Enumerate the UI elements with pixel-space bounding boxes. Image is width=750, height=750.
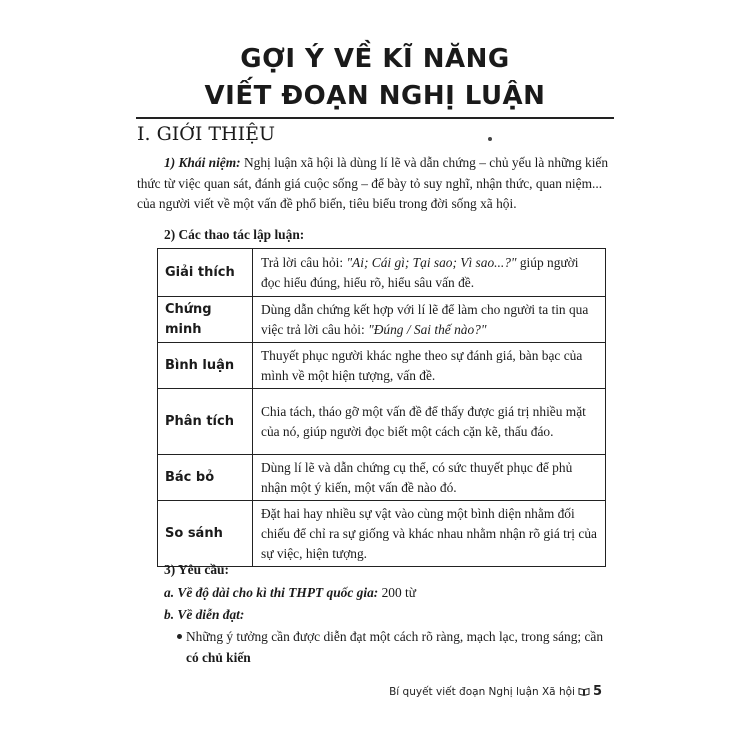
bullet-text: Những ý tưởng cần được diễn đạt một cách rõ ràng, mạch lạc, trong sáng; cần: [186, 629, 604, 644]
description-italic: "Đúng / Sai thế nào?": [368, 321, 487, 337]
description-text: Dùng lí lẽ và dẫn chứng cụ thể, có sức thuyết phục để phủ nhận một ý kiến, một vấn đề nào đó.: [261, 459, 573, 495]
page-footer: [382, 684, 602, 699]
term-cell: Giải thích: [158, 249, 253, 297]
description-text: Dùng dẫn chứng kết hợp với lí lẽ để làm cho người ta tin qua việc trả lời câu hỏi:: [261, 301, 589, 337]
requirement-a-label: a. Về độ dài cho kì thi THPT quốc gia:: [164, 585, 379, 600]
argument-operations-table: [157, 248, 606, 567]
term-cell: Phân tích: [158, 389, 253, 455]
table-row: [158, 249, 606, 297]
description-cell: [253, 343, 606, 389]
requirements-heading: 3) Yêu cầu:: [164, 562, 229, 577]
requirement-b-bullet: [186, 626, 606, 668]
section-heading: I. GIỚI THIỆU: [137, 123, 276, 145]
description-cell: [253, 455, 606, 501]
description-cell: [253, 501, 606, 567]
description-cell: [253, 249, 606, 297]
concept-text: Nghị luận xã hội là dùng lí lẽ và dẫn chứng – chủ yếu là những kiến thức từ việc quan sát, đánh giá cuộc sống – để bày tỏ suy nghĩ, nhận thức, quan niệm... của người viết về một vấn đề phổ biến, tiêu biểu trong đời sống xã hội.: [137, 155, 609, 211]
description-italic: "Ai; Cái gì; Tại sao; Vì sao...?": [346, 254, 517, 270]
description-text: Thuyết phục người khác nghe theo sự đánh giá, bàn bạc của mình về một hiện tượng, vấn đề.: [261, 347, 583, 383]
requirement-b-label: b. Về diễn đạt:: [164, 607, 245, 622]
term-cell: Chứng minh: [158, 297, 253, 343]
bullet-text-bold: có chủ kiến: [186, 650, 251, 665]
page-number: 5: [592, 684, 602, 699]
description-text: Trả lời câu hỏi:: [261, 254, 347, 270]
requirement-a-value: 200 từ: [378, 585, 417, 600]
ink-dot: [488, 137, 492, 141]
table-row: [158, 501, 606, 567]
description-text: Chia tách, tháo gỡ một vấn đề để thấy được giá trị nhiều mặt của nó, giúp người đọc biết một cách cặn kẽ, thấu đáo.: [261, 403, 586, 439]
book-icon: [578, 687, 590, 696]
table-row: [158, 297, 606, 343]
table-row: [158, 455, 606, 501]
bullet-icon: [177, 634, 182, 639]
operations-heading: 2) Các thao tác lập luận:: [164, 227, 305, 242]
term-cell: Bác bỏ: [158, 455, 253, 501]
footer-book-title: Bí quyết viết đoạn Nghị luận Xã hội: [389, 686, 575, 698]
page-title-line-2: VIẾT ĐOẠN NGHỊ LUẬN: [204, 81, 546, 111]
description-text: Đặt hai hay nhiều sự vật vào cùng một bình diện nhằm đối chiếu để chỉ ra sự giống và khác nhau nhằm nhận rõ giá trị của sự việc, hiện tượng.: [261, 505, 597, 561]
concept-label: 1) Khái niệm:: [164, 155, 241, 170]
term-cell: So sánh: [158, 501, 253, 567]
table-row: [158, 389, 606, 455]
description-text-end: giúp người đọc hiểu đúng, hiểu rõ, hiểu sâu vấn đề.: [261, 254, 579, 290]
page-title-line-1: GỢI Ý VỀ KĨ NĂNG: [240, 44, 510, 74]
title-divider: [136, 117, 614, 119]
term-cell: Bình luận: [158, 343, 253, 389]
description-cell: [253, 297, 606, 343]
concept-paragraph: [137, 153, 609, 215]
table-row: [158, 343, 606, 389]
requirement-a: [164, 583, 416, 603]
description-cell: [253, 389, 606, 455]
